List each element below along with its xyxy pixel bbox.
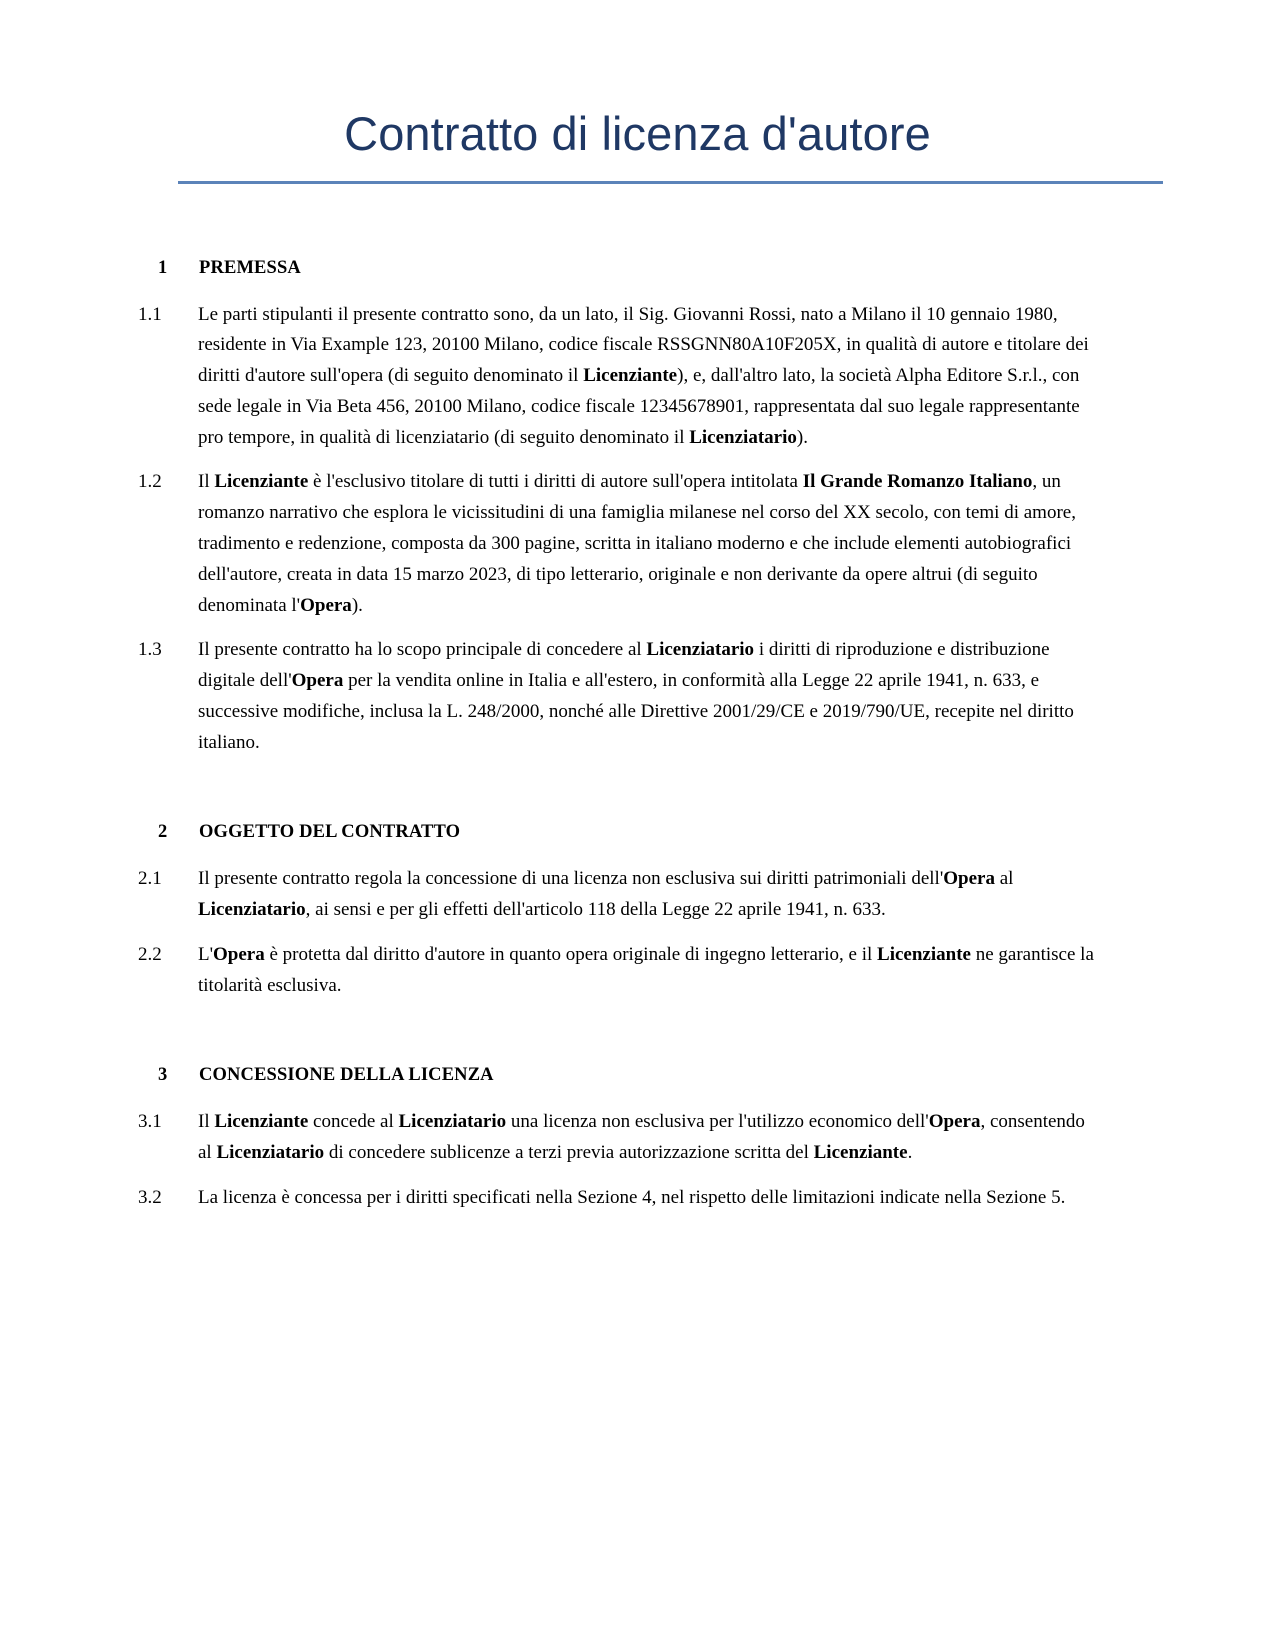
defined-term: Licenziatario: [198, 899, 306, 921]
defined-term: Opera: [300, 594, 352, 616]
clause-run: Il: [198, 471, 215, 493]
vertical-spacer: [0, 453, 1275, 467]
title-block: [0, 0, 1275, 184]
clause: [0, 300, 1275, 454]
defined-term: Licenziante: [214, 471, 309, 493]
vertical-spacer: [0, 758, 1275, 822]
clause-number: 1.1: [138, 303, 162, 325]
defined-term: Licenziatario: [646, 639, 755, 661]
defined-term: Opera: [291, 670, 344, 692]
clause-number: 3.2: [138, 1186, 162, 1208]
clause-run: Le parti stipulanti il presente contratto sono, da un lato, il Sig. Giovanni Rossi, nato a Milano il 10 gennaio 1980, residente in Via Example 123, 20100 Milano, codice fiscale RSSGNN80A10F205X, in qualità di autore e titolare dei diritti d'autore sull'opera (di seguito denominato il: [198, 303, 1089, 387]
clause-number: 3.1: [138, 1111, 162, 1133]
section-title: PREMESSA: [199, 257, 301, 278]
vertical-spacer: [0, 1001, 1275, 1065]
section-number: 3: [158, 1065, 168, 1086]
document-body: [0, 184, 1275, 1214]
section-title: CONCESSIONE DELLA LICENZA: [199, 1065, 494, 1086]
clause-text: [198, 1183, 1097, 1214]
clause-run: .: [907, 1142, 913, 1164]
clause-text: [198, 864, 1097, 926]
section-heading: [0, 1065, 1275, 1086]
defined-term: Il Grande Romanzo Italiano: [802, 471, 1033, 493]
section-heading: [0, 258, 1275, 279]
clause-text: [198, 1107, 1097, 1169]
clause-run: Il: [198, 1111, 215, 1133]
clause-text: [198, 635, 1097, 758]
clause: [0, 467, 1275, 621]
vertical-spacer: [0, 926, 1275, 940]
clause-run: ne garantisce la titolarità esclusiva.: [198, 943, 1094, 996]
clause-number: 2.1: [138, 868, 162, 890]
defined-term: Opera: [943, 868, 995, 890]
clause-run: una licenza non esclusiva per l'utilizzo economico dell': [506, 1111, 929, 1133]
clause-run: La licenza è concessa per i diritti specificati nella Sezione 4, nel rispetto delle limitazioni indicate nella Sezione 5.: [198, 1186, 1066, 1208]
vertical-spacer: [0, 621, 1275, 635]
vertical-spacer: [0, 184, 1275, 258]
clause: [0, 864, 1275, 926]
defined-term: Opera: [928, 1111, 981, 1133]
clause-run: concede al: [308, 1111, 399, 1133]
defined-term: Licenziante: [583, 365, 678, 387]
clause-number: 2.2: [138, 943, 162, 965]
clause: [0, 635, 1275, 758]
clause-run: è protetta dal diritto d'autore in quanto opera originale di ingegno letterario, e il: [264, 943, 878, 965]
clause-run: Il presente contratto ha lo scopo principale di concedere al: [198, 639, 647, 661]
clause-run: Il presente contratto regola la concessione di una licenza non esclusiva sui diritti patrimoniali dell': [198, 868, 944, 890]
defined-term: Licenziatario: [689, 426, 797, 448]
section-number: 2: [158, 822, 168, 843]
vertical-spacer: [0, 843, 1275, 864]
clause: [0, 1183, 1275, 1214]
clause-run: al: [994, 868, 1014, 890]
defined-term: Licenziatario: [398, 1111, 507, 1133]
clause-text: [198, 940, 1097, 1002]
defined-term: Licenziatario: [216, 1142, 325, 1164]
clause-run: i diritti di riproduzione e distribuzione digitale dell': [198, 639, 1050, 692]
clause-run: di concedere sublicenze a terzi previa autorizzazione scritta del: [324, 1142, 814, 1164]
clause-run: ), e, dall'altro lato, la società Alpha Editore S.r.l., con sede legale in Via Beta 456, 20100 Milano, codice fiscale 12345678901, rappresentata dal suo legale rappresentante pro tempore, in qualità di licenziatario (di seguito denominato il: [198, 365, 1080, 448]
page-title: Contratto di licenza d'autore: [344, 107, 931, 160]
vertical-spacer: [0, 1169, 1275, 1183]
clause-number: 1.2: [138, 471, 162, 493]
clause-run: , consentendo al: [198, 1111, 1085, 1164]
vertical-spacer: [0, 1086, 1275, 1107]
defined-term: Opera: [213, 943, 265, 965]
clause-run: ).: [351, 594, 363, 616]
clause: [0, 1107, 1275, 1169]
clause: [0, 940, 1275, 1002]
clause-run: , ai sensi e per gli effetti dell'articolo 118 della Legge 22 aprile 1941, n. 633.: [305, 899, 886, 921]
section-title: OGGETTO DEL CONTRATTO: [199, 822, 461, 843]
clause-run: è l'esclusivo titolare di tutti i diritti di autore sull'opera intitolata: [308, 471, 803, 493]
defined-term: Licenziante: [877, 943, 971, 965]
clause-number: 1.3: [138, 639, 162, 661]
defined-term: Licenziante: [214, 1111, 309, 1133]
clause-run: L': [198, 943, 214, 965]
clause-text: [198, 300, 1097, 454]
clause-run: , un romanzo narrativo che esplora le vicissitudini di una famiglia milanese nel corso del XX secolo, con temi di amore, tradimento e redenzione, composta da 300 pagine, scritta in italiano moderno e che include elementi autobiografici dell'autore, creata in data 15 marzo 2023, di tipo letterario, originale e non derivante da opere altrui (di seguito denominata l': [198, 471, 1076, 616]
vertical-spacer: [0, 279, 1275, 300]
section-heading: [0, 822, 1275, 843]
section-number: 1: [158, 257, 168, 278]
clause-run: per la vendita online in Italia e all'estero, in conformità alla Legge 22 aprile 1941, n. 633, e successive modifiche, inclusa la L. 248/2000, nonché alle Direttive 2001/29/CE e 2019/790/UE, recepite nel diritto italiano.: [198, 670, 1074, 753]
defined-term: Licenziante: [813, 1142, 908, 1164]
clause-text: [198, 467, 1097, 621]
clause-run: ).: [796, 426, 808, 448]
